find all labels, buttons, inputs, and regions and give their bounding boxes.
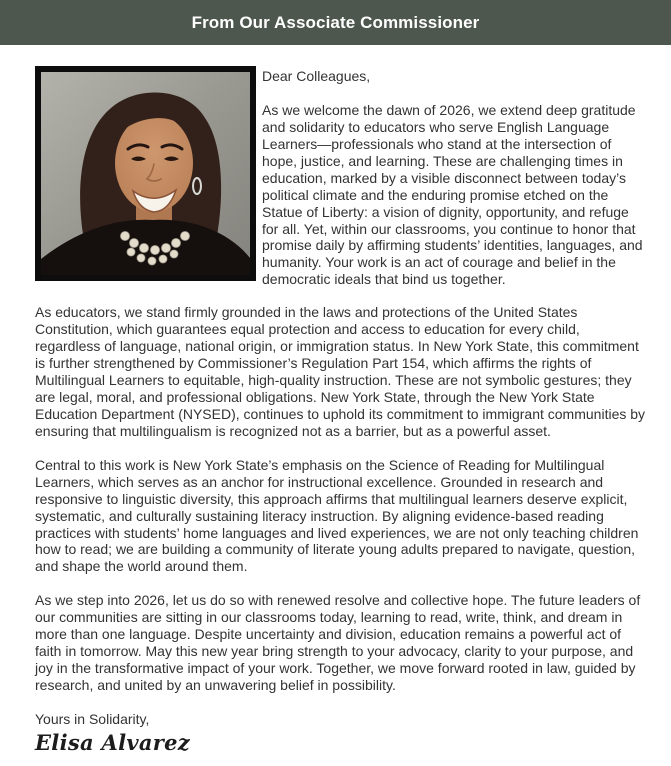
portrait-illustration xyxy=(35,66,256,281)
salutation: Dear Colleagues, xyxy=(262,68,371,84)
intro-text-column xyxy=(262,66,648,288)
section-title: From Our Associate Commissioner xyxy=(191,12,480,32)
commissioner-portrait-photo xyxy=(35,66,256,281)
section-header-bar xyxy=(0,0,671,45)
paragraph-laws-and-protections: As educators, we stand firmly grounded in the laws and protections of the United States Constitution, which guarantees equal protection and access to education for every child, regardless of language, national origin, or immigration status. In New York State, this commitment is further strengthened by Commissioner’s Regulation Part 154, which affirms the rights of Multilingual Learners to equitable, high-quality instruction. These are not symbolic gestures; they are legal, moral, and professional obligations. New York State, through the New York State Education Department (NYSED), continues to uphold its commitment to immigrant communities by ensuring that multilingualism is recognized not as a barrier, but as a powerful asset. xyxy=(35,304,646,439)
paragraph-new-year-resolve: As we step into 2026, let us do so with renewed resolve and collective hope. The future leaders of our communities are sitting in our classrooms today, learning to read, write, think, and dream in more than one language. Despite uncertainty and division, education remains a powerful act of faith in tomorrow. May this new year bring strength to your advocacy, clarity to your purpose, and joy in the transformative impact of your work. Together, we move forward rooted in law, guided by research, and united by an unwavering belief in possibility. xyxy=(35,592,641,693)
paragraph-science-of-reading: Central to this work is New York State’s emphasis on the Science of Reading for Multilingual Learners, which serves as an anchor for instructional excellence. Grounded in research and responsive to linguistic diversity, this approach affirms that multilingual learners deserve explicit, systematic, and culturally sustaining literacy instruction. By aligning evidence-based reading practices with students’ home languages and lived experiences, we are not only teaching children how to read; we are building a community of literate young adults prepared to navigate, question, and shape the world around them. xyxy=(35,456,639,575)
signature-name: Elisa Alvarez xyxy=(35,729,191,755)
letter-content xyxy=(0,45,671,755)
intro-row xyxy=(35,66,648,288)
closing-line: Yours in Solidarity, xyxy=(35,710,150,727)
paragraph-welcome-2026: As we welcome the dawn of 2026, we extend deep gratitude and solidarity to educators who serve English Language Learners—professionals who stand at the intersection of hope, justice, and learning. These are challenging times in education, marked by a visible disconnect between today’s political climate and the enduring promise etched on the Statue of Liberty: a vision of dignity, opportunity, and refuge for all. Yet, within our classrooms, you continue to honor that promise daily by affirming students’ identities, languages, and humanity. Your work is an act of courage and belief in the democratic ideals that bind us together. xyxy=(262,101,643,288)
